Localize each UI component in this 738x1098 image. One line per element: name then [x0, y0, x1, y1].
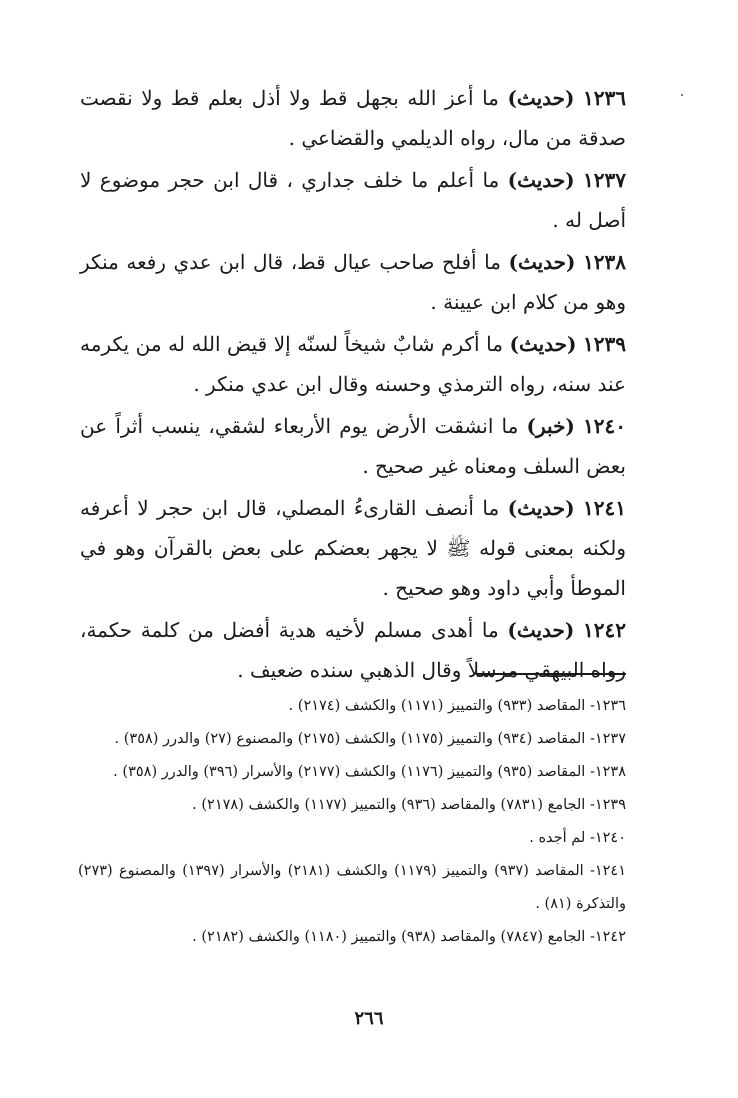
entry-type: (حديث) — [507, 86, 575, 110]
footnote-1238: ١٢٣٨- المقاصد (٩٣٥) والتمييز (١١٧٦) والكشف (٢١٧٧) والأسرار (٣٩٦) والدرر (٣٥٨) . — [113, 764, 626, 780]
entry-1239 — [80, 324, 626, 404]
entry-type: (حديث) — [507, 618, 575, 642]
hadith-entries — [80, 78, 626, 692]
entry-text: ما أكرم شابٌ شيخاً لسنّه إلا قيض الله له من يكرمه عند سنه، رواه الترمذي وحسنه وقال ابن عدي منكر . — [80, 332, 626, 396]
footnote-1242: ١٢٤٢- الجامع (٧٨٤٧) والمقاصد (٩٣٨) والتمييز (١١٨٠) والكشف (٢١٨٢) . — [192, 929, 626, 945]
entry-number: ١٢٣٦ — [583, 86, 627, 110]
entry-number: ١٢٤٢ — [583, 618, 627, 642]
entry-text: ما أفلح صاحب عيال قط، قال ابن عدي رفعه منكر وهو من كلام ابن عيينة . — [80, 250, 626, 314]
footnote-1240: ١٢٤٠- لم أجده . — [529, 830, 626, 846]
entry-number: ١٢٣٧ — [583, 168, 627, 192]
footnote-separator — [476, 673, 626, 675]
entry-1240 — [80, 406, 626, 486]
entry-1238 — [80, 242, 626, 322]
entry-type: (حديث) — [509, 332, 577, 356]
entry-number: ١٢٤٠ — [583, 414, 627, 438]
page-number: ٢٦٦ — [354, 1008, 384, 1029]
entry-number: ١٢٣٨ — [583, 250, 627, 274]
entry-1241 — [80, 488, 626, 608]
entry-text: ما انشقت الأرض يوم الأربعاء لشقي، ينسب أثراً عن بعض السلف ومعناه غير صحيح . — [80, 414, 626, 478]
entry-type: (حديث) — [507, 496, 575, 520]
entry-text: ما أعلم ما خلف جداري ، قال ابن حجر موضوع لا أصل له . — [80, 168, 626, 232]
footnotes — [78, 690, 626, 954]
entry-text: ما أعز الله بجهل قط ولا أذل بعلم قط ولا نقصت صدقة من مال، رواه الديلمي والقضاعي . — [80, 86, 626, 150]
entry-number: ١٢٤١ — [583, 496, 627, 520]
entry-type: (حديث) — [508, 250, 576, 274]
entry-type: (حديث) — [507, 168, 575, 192]
entry-number: ١٢٣٩ — [583, 332, 627, 356]
footnote-1239: ١٢٣٩- الجامع (٧٨٣١) والمقاصد (٩٣٦) والتمييز (١١٧٧) والكشف (٢١٧٨) . — [192, 797, 626, 813]
entry-text: ما أنصف القارىءُ المصلي، قال ابن حجر لا أعرفه ولكنه بمعنى قوله ﷺ لا يجهر بعضكم على بعض بالقرآن وهو في الموطأ وأبي داود وهو صحيح . — [80, 496, 626, 600]
entry-1237 — [80, 160, 626, 240]
entry-1236 — [80, 78, 626, 158]
entry-text: ما أهدى مسلم لأخيه هدية أفضل من كلمة حكمة، رواه البيهقي مرسلاً وقال الذهبي سنده ضعيف . — [80, 618, 626, 682]
footnote-1236: ١٢٣٦- المقاصد (٩٣٣) والتمييز (١١٧١) والكشف (٢١٧٤) . — [288, 698, 626, 714]
entry-type: (خبر) — [526, 414, 575, 438]
entry-1242 — [80, 610, 626, 690]
footnote-1237: ١٢٣٧- المقاصد (٩٣٤) والتمييز (١١٧٥) والكشف (٢١٧٥) والمصنوع (٢٧) والدرر (٣٥٨) . — [114, 731, 626, 747]
margin-mark — [681, 94, 683, 96]
footnote-1241: ١٢٤١- المقاصد (٩٣٧) والتمييز (١١٧٩) والكشف (٢١٨١) والأسرار (١٣٩٧) والمصنوع (٢٧٣) والتذكرة (٨١) . — [78, 863, 627, 912]
